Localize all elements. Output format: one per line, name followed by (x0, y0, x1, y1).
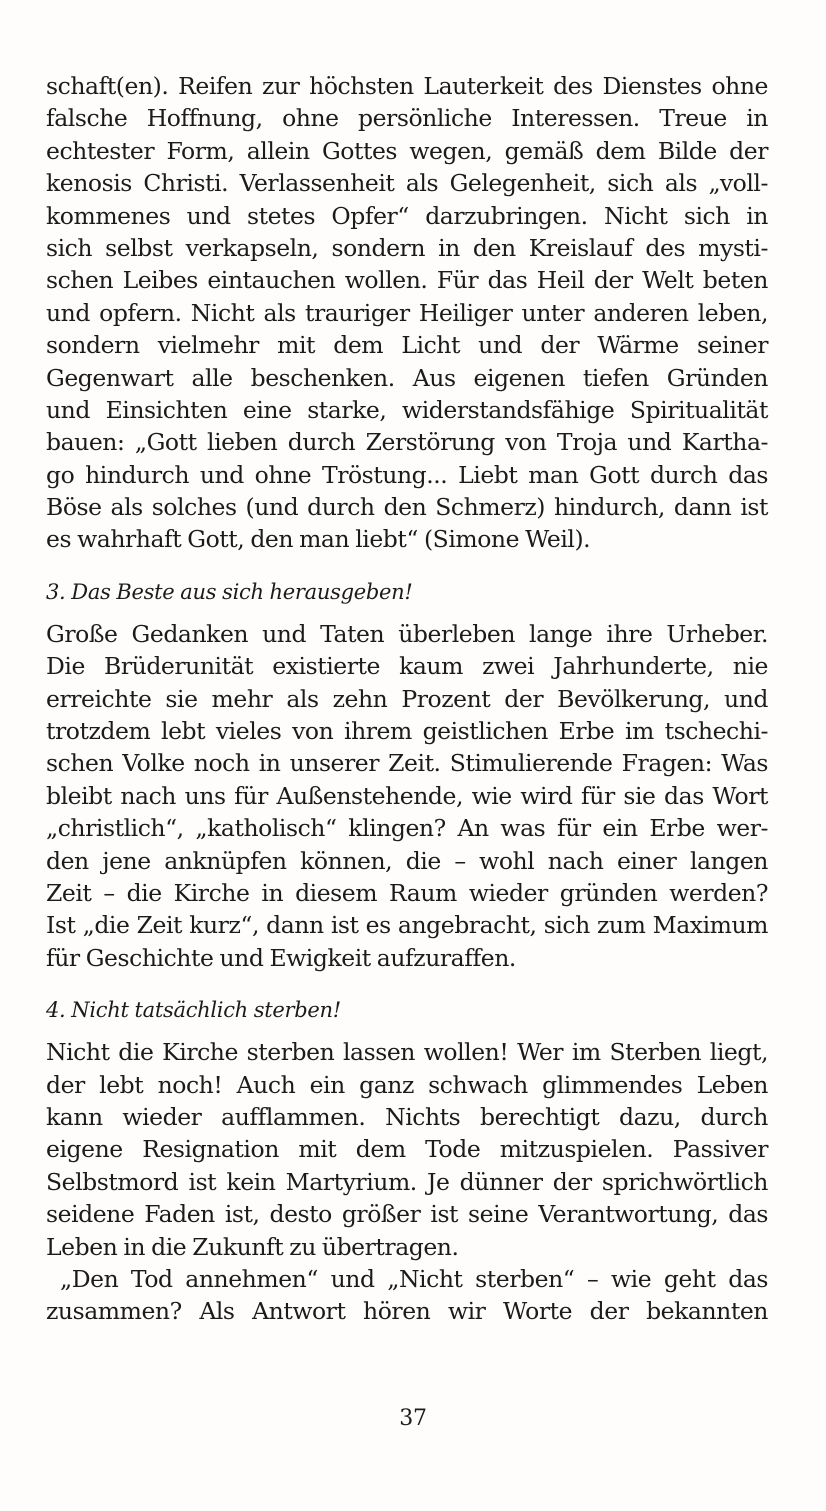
text-line: go hindurch und ohne Tröstung... Liebt man Gott durch das (46, 460, 768, 489)
text-line: der lebt noch! Auch ein ganz schwach glimmendes Leben (46, 1070, 768, 1099)
text-line: Böse als solches (und durch den Schmerz) hindurch, dann ist (46, 493, 768, 522)
text-line: erreichte sie mehr als zehn Prozent der Bevölkerung, und (46, 684, 768, 713)
section-heading-3: 3. Das Beste aus sich herausgeben! (46, 579, 413, 604)
text-line: Nicht die Kirche sterben lassen wollen! Wer im Sterben liegt, (46, 1038, 768, 1067)
text-line: bauen: „Gott lieben durch Zerstörung von Troja und Kartha- (46, 428, 768, 457)
text-line: Die Brüderunität existierte kaum zwei Jahrhunderte, nie (46, 652, 768, 681)
text-line: „Den Tod annehmen“ und „Nicht sterben“ – wie geht das (60, 1264, 768, 1293)
text-line: Leben in die Zukunft zu übertragen. (46, 1232, 459, 1261)
text-line: bleibt nach uns für Außenstehende, wie wird für sie das Wort (46, 781, 768, 810)
page-number: 37 (399, 1406, 427, 1431)
text-line: Ist „die Zeit kurz“, dann ist es angebracht, sich zum Maximum (46, 911, 768, 940)
text-line: und Einsichten eine starke, widerstandsfähige Spiritualität (46, 395, 768, 424)
text-line: falsche Hoffnung, ohne persönliche Interessen. Treue in (46, 104, 768, 133)
text-line: Zeit – die Kirche in diesem Raum wieder gründen werden? (46, 878, 768, 907)
text-line: Selbstmord ist kein Martyrium. Je dünner der sprichwörtlich (46, 1167, 768, 1196)
text-line: sich selbst verkapseln, sondern in den Kreislauf des mysti- (46, 233, 768, 262)
text-line: es wahrhaft Gott, den man liebt“ (Simone Weil). (46, 525, 591, 554)
text-line: „christlich“, „katholisch“ klingen? An was für ein Erbe wer- (46, 814, 768, 843)
text-line: zusammen? Als Antwort hören wir Worte der bekannten (46, 1297, 768, 1326)
text-line: kenosis Christi. Verlassenheit als Gelegenheit, sich als „voll- (46, 169, 768, 198)
text-line: Große Gedanken und Taten überleben lange ihre Urheber. (46, 619, 768, 648)
text-line: eigene Resignation mit dem Tode mitzuspielen. Passiver (46, 1135, 768, 1164)
book-page (46, 70, 768, 1328)
text-line: den jene anknüpfen können, die – wohl nach einer langen (46, 846, 768, 875)
section-heading-4: 4. Nicht tatsächlich sterben! (46, 998, 341, 1023)
paragraph-section-4 (46, 1036, 768, 1263)
text-line: seidene Faden ist, desto größer ist seine Verantwortung, das (46, 1200, 768, 1229)
paragraph-section-4-continued (46, 1263, 768, 1328)
text-line: schaft(en). Reifen zur höchsten Lauterkeit des Dienstes ohne (46, 72, 768, 100)
text-line: sondern vielmehr mit dem Licht und der Wärme seiner (46, 331, 768, 360)
text-line: trotzdem lebt vieles von ihrem geistlichen Erbe im tschechi- (46, 717, 768, 746)
text-line: und opfern. Nicht als trauriger Heiliger unter anderen leben, (46, 298, 768, 327)
text-line: schen Volke noch in unserer Zeit. Stimulierende Fragen: Was (46, 749, 768, 778)
paragraph-section-3 (46, 618, 768, 974)
text-line: Gegenwart alle beschenken. Aus eigenen tiefen Gründen (46, 363, 768, 392)
text-line: schen Leibes eintauchen wollen. Für das Heil der Welt beten (46, 266, 768, 295)
text-line: echtester Form, allein Gottes wegen, gemäß dem Bilde der (46, 136, 768, 165)
text-line: kommenes und stetes Opfer“ darzubringen. Nicht sich in (46, 201, 768, 230)
paragraph-intro (46, 70, 768, 556)
text-line: kann wieder aufflammen. Nichts berechtigt dazu, durch (46, 1102, 768, 1131)
text-line: für Geschichte und Ewigkeit aufzuraffen. (46, 943, 516, 972)
